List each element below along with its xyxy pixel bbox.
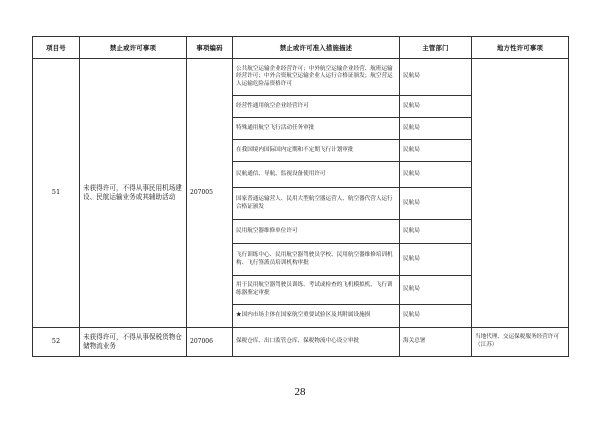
document-page [32, 36, 568, 357]
measure-cell: 飞行训练中心、民用航空器驾驶员学校、民用航空器维修培训机构、飞行签派员培训机构审批 [233, 244, 400, 276]
dept-cell: 民航局 [400, 305, 472, 328]
measure-cell: 经营性通用航空企业经营许可 [233, 96, 400, 118]
header-no: 项目号 [33, 37, 80, 59]
table-header-row [33, 37, 569, 59]
header-dept: 主管部门 [400, 37, 472, 59]
table-row [33, 59, 569, 96]
dept-cell: 民航局 [400, 59, 472, 96]
row-no: 52 [33, 328, 80, 357]
measure-cell: 公共航空运输企业经营许可；中外航空运输企业经营、航班运输经营许可；中外合资航空运输企业人运行合格证颁发；航空营运人运输危险品资格许可 [233, 59, 400, 96]
dept-cell: 民航局 [400, 118, 472, 140]
measure-cell: 保税仓库、出口监管仓库、保税物流中心设立审批 [233, 328, 400, 357]
row-code: 207006 [187, 328, 233, 357]
measure-cell: 民用航空器维修单位许可 [233, 220, 400, 244]
table-row [33, 328, 569, 357]
negative-list-table [32, 36, 569, 357]
measure-cell: ★国内市场主体在国家航空重要试验区及其附属设施损 [233, 305, 400, 328]
dept-cell: 民航局 [400, 276, 472, 305]
local-cell: 当地代理、交运保税服务经营许可（江苏） [472, 328, 569, 357]
row-code: 207005 [187, 59, 233, 328]
measure-cell: 用于民用航空器驾驶员训练、考试或检查的飞机模拟机、飞行训练器鉴定审批 [233, 276, 400, 305]
dept-cell: 民航局 [400, 220, 472, 244]
page-number: 28 [294, 386, 306, 398]
header-item: 禁止或许可事项 [80, 37, 187, 59]
measure-cell: 在我国境内国际国内定期和不定期飞行计划审批 [233, 140, 400, 162]
measure-cell: 特殊通用航空飞行活动任务审批 [233, 118, 400, 140]
dept-cell: 民航局 [400, 162, 472, 188]
header-measure: 禁止或许可准入措施描述 [233, 37, 400, 59]
dept-cell: 民航局 [400, 188, 472, 220]
measure-cell: 国家普通运输营人、民用大型航空器运营人、航空器代营人运行合格证颁发 [233, 188, 400, 220]
measure-cell: 民航通信、导航、监视设备使用许可 [233, 162, 400, 188]
header-code: 事项编码 [187, 37, 233, 59]
dept-cell: 民航局 [400, 244, 472, 276]
dept-cell: 民航局 [400, 140, 472, 162]
row-no: 51 [33, 59, 80, 328]
row-item: 未获得许可，不得从事民用机场建设、民航运输业务或其辅助活动 [80, 59, 187, 328]
dept-cell: 海关总署 [400, 328, 472, 357]
row-item: 未获得许可，不得从事保税货物仓储物流业务 [80, 328, 187, 357]
header-local: 地方性许可事项 [472, 37, 569, 59]
local-cell [472, 59, 569, 328]
dept-cell: 民航局 [400, 96, 472, 118]
